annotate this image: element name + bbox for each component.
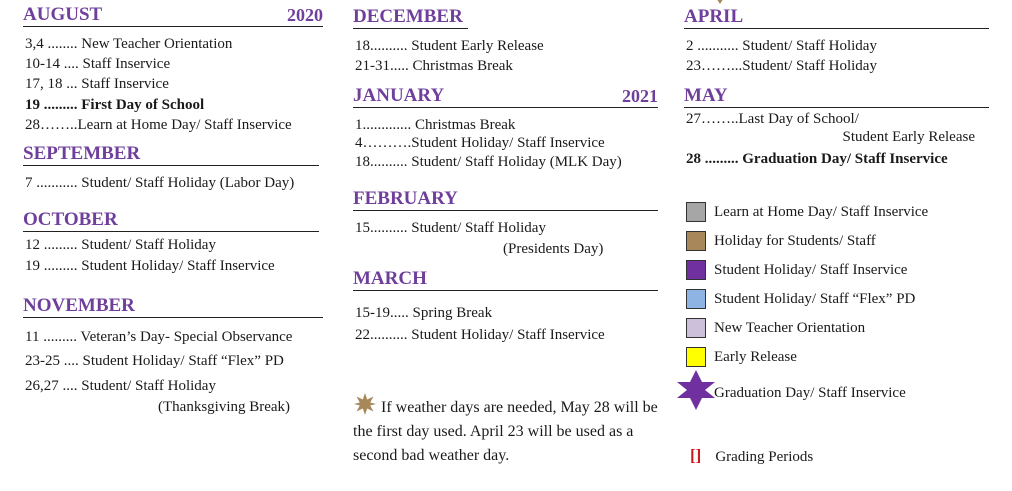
calendar-entry: 22.......... Student Holiday/ Staff Inservice xyxy=(355,327,605,343)
top-marker-icon xyxy=(715,0,725,4)
color-swatch xyxy=(686,260,706,280)
calendar-entry: 10-14 .... Staff Inservice xyxy=(25,56,171,72)
calendar-entry: 19 ......... First Day of School xyxy=(25,97,205,113)
color-swatch xyxy=(686,202,706,222)
calendar-entry: 11 ......... Veteran’s Day- Special Observance xyxy=(25,329,293,345)
month-heading-august: AUGUST 2020 xyxy=(23,4,323,25)
color-swatch xyxy=(686,318,706,338)
legend-item xyxy=(686,317,1006,341)
calendar-entry: 4……….Student Holiday/ Staff Inservice xyxy=(355,135,605,151)
legend-item xyxy=(686,201,1006,225)
color-swatch xyxy=(686,289,706,309)
calendar-entry-continued: (Presidents Day) xyxy=(503,241,604,257)
month-heading-december: DECEMBER xyxy=(353,6,468,29)
month-heading-september: SEPTEMBER xyxy=(23,143,319,166)
year-label: 2021 xyxy=(622,86,658,106)
legend-item xyxy=(686,230,1006,254)
calendar-entry: 7 ........... Student/ Staff Holiday (Labor Day) xyxy=(25,175,295,191)
month-heading-march: MARCH xyxy=(353,268,658,291)
calendar-entry-continued: Student Early Release xyxy=(842,129,975,145)
legend-label: Holiday for Students/ Staff xyxy=(714,233,876,249)
calendar-entry: 3,4 ........ New Teacher Orientation xyxy=(25,36,233,52)
calendar-entry: 15-19..... Spring Break xyxy=(355,305,493,321)
legend-label: Learn at Home Day/ Staff Inservice xyxy=(714,204,929,220)
legend-label: New Teacher Orientation xyxy=(714,320,866,336)
calendar-entry: 26,27 .... Student/ Staff Holiday xyxy=(25,378,216,394)
month-heading-may: MAY xyxy=(684,85,989,108)
legend-label: Student Holiday/ Staff “Flex” PD xyxy=(714,291,916,307)
calendar-entry: 1............. Christmas Break xyxy=(355,117,516,133)
calendar-entry: 27……..Last Day of School/ xyxy=(686,111,859,127)
legend-label: Early Release xyxy=(714,349,797,365)
weather-days-note: If weather days are needed, May 28 will be the first day used. April 23 will be used as a second bad weather day. xyxy=(353,392,663,468)
calendar-entry: 18.......... Student/ Staff Holiday (MLK Day) xyxy=(355,154,622,170)
month-heading-january: JANUARY 2021 xyxy=(353,85,658,106)
month-heading-april: APRIL xyxy=(684,6,989,29)
calendar-entry: 17, 18 ... Staff Inservice xyxy=(25,76,169,92)
year-label: 2020 xyxy=(287,5,323,25)
calendar-entry: 19 ......... Student Holiday/ Staff Inservice xyxy=(25,258,275,274)
calendar-entry: 23……...Student/ Staff Holiday xyxy=(686,58,877,74)
calendar-entry: 18.......... Student Early Release xyxy=(355,38,544,54)
grading-bracket: [] xyxy=(690,446,702,465)
legend-item xyxy=(686,382,1006,406)
star-icon xyxy=(353,392,377,416)
month-heading-october: OCTOBER xyxy=(23,209,319,232)
legend-label: Student Holiday/ Staff Inservice xyxy=(714,262,908,278)
month-heading-november: NOVEMBER xyxy=(23,295,323,318)
color-swatch xyxy=(686,347,706,367)
star-icon xyxy=(674,368,718,412)
calendar-entry: 2 ........... Student/ Staff Holiday xyxy=(686,38,877,54)
legend-item xyxy=(686,259,1006,283)
legend-label: Graduation Day/ Staff Inservice xyxy=(714,385,906,401)
calendar-entry: 28 ......... Graduation Day/ Staff Inservice xyxy=(686,151,948,167)
legend-item xyxy=(686,346,1006,370)
color-swatch xyxy=(686,231,706,251)
calendar-entry: 12 ......... Student/ Staff Holiday xyxy=(25,237,216,253)
calendar-entry: 23-25 .... Student Holiday/ Staff “Flex” PD xyxy=(25,353,284,369)
calendar-entry: 28……..Learn at Home Day/ Staff Inservice xyxy=(25,117,292,133)
grading-periods-key xyxy=(690,446,813,466)
month-heading-february: FEBRUARY xyxy=(353,188,658,211)
grading-label: Grading Periods xyxy=(715,449,814,465)
calendar-entry: 15.......... Student/ Staff Holiday xyxy=(355,220,546,236)
calendar-entry-continued: (Thanksgiving Break) xyxy=(158,399,291,415)
calendar-entry: 21-31..... Christmas Break xyxy=(355,58,513,74)
legend-item xyxy=(686,288,1006,312)
